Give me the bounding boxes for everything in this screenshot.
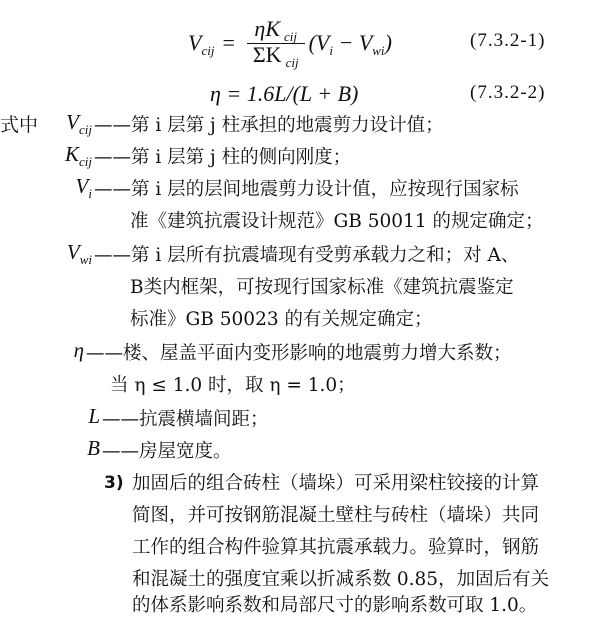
- eq1-lhs: $V_{cij}$: [188, 30, 215, 58]
- paragraph-number: 3): [104, 473, 124, 493]
- def-text-vwi: ——第 i 层所有抗震墙现有受剪承载力之和；对 A、: [94, 245, 520, 266]
- eq1-tail: $(V_i - V_{wi})$: [308, 30, 392, 58]
- eq1-number: (7.3.2-1): [470, 30, 546, 51]
- def-symbol-vcij: $V_{cij}$: [66, 110, 92, 137]
- paragraph-line-1: 加固后的组合砖柱（墙垛）可采用梁柱铰接的计算: [132, 473, 540, 494]
- def-text-vi-cont: 准《建筑抗震设计规范》GB 50011 的规定确定；: [130, 211, 544, 232]
- eq1-numerator: ηK $_{cij}$: [254, 15, 298, 44]
- def-symbol-vi: $V_i$: [75, 174, 92, 201]
- equation-7-3-2-2: [210, 76, 358, 112]
- def-text-l: ——抗震横墙间距；: [102, 409, 269, 430]
- def-text-vwi-cont2: 标准》GB 50023 的有关规定确定；: [130, 309, 433, 330]
- def-symbol-b: B: [87, 436, 100, 460]
- def-text-eta: ——楼、屋盖平面内变形影响的地震剪力增大系数；: [86, 343, 512, 364]
- def-text-eta-cont: 当 η ≤ 1.0 时，取 η = 1.0；: [110, 375, 356, 396]
- paragraph-line-2: 简图，并可按钢筋混凝土壁柱与砖柱（墙垛）共同: [132, 505, 540, 526]
- def-symbol-vwi: $V_{wi}$: [66, 240, 92, 267]
- eq1-equals: =: [222, 30, 235, 55]
- eq2-text: η = 1.6L/(L + B): [210, 81, 359, 106]
- paragraph-line-5: 的体系影响系数和局部尺寸的影响系数可取 1.0。: [132, 595, 538, 616]
- def-text-vi: ——第 i 层的层间地震剪力设计值，应按现行国家标: [94, 179, 519, 200]
- eq1-fraction: [249, 15, 303, 70]
- def-symbol-l: L: [88, 404, 100, 428]
- eq2-number: (7.3.2-2): [470, 82, 546, 103]
- where-label: 式中: [0, 114, 39, 136]
- def-symbol-eta: η: [73, 338, 84, 362]
- equation-7-3-2-1: [188, 10, 392, 76]
- eq1-denominator: ΣK $_{cij}$: [252, 41, 299, 70]
- def-text-b: ——房屋宽度。: [102, 441, 232, 462]
- paragraph-line-3: 工作的组合构件验算其抗震承载力。验算时，钢筋: [132, 537, 540, 558]
- paragraph-line-4: 和混凝土的强度宜乘以折减系数 0.85，加固后有关: [132, 569, 550, 590]
- def-text-vcij: ——第 i 层第 j 柱承担的地震剪力设计值；: [94, 115, 444, 136]
- def-symbol-kcij: $K_{cij}$: [64, 142, 92, 169]
- def-text-kcij: ——第 i 层第 j 柱的侧向刚度；: [94, 147, 352, 168]
- def-text-vwi-cont: B类内框架，可按现行国家标准《建筑抗震鉴定: [130, 277, 514, 298]
